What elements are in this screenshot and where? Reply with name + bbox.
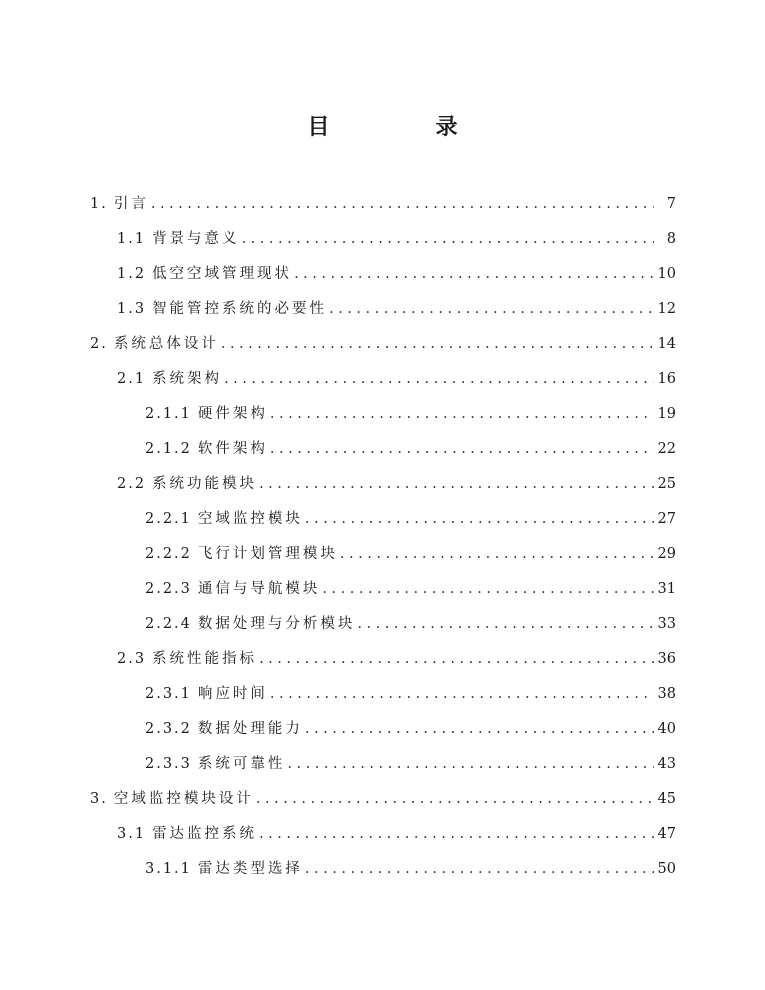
toc-entry[interactable] [117,817,676,851]
toc-entry[interactable] [145,572,676,606]
toc-entry-number: 2.2.4 [145,616,192,632]
toc-entry-title: 系统功能模块 [152,476,258,492]
toc-entry-number: 3.1.1 [145,861,192,877]
toc-entry[interactable] [117,467,676,501]
toc-entry-number: 3.1 [117,826,147,842]
toc-entry-title: 系统架构 [152,371,223,387]
toc-entry-page: 10 [657,266,676,282]
toc-entry-title: 智能管控系统的必要性 [152,301,328,317]
toc-entry-title: 数据处理能力 [197,721,303,737]
toc-entry-title: 雷达类型选择 [197,861,303,877]
toc-entry-title: 低空空域管理现状 [152,266,293,282]
toc-entry[interactable] [117,292,676,326]
toc-entry-number: 2.3.3 [145,756,192,772]
dot-leader [287,747,653,781]
toc-entry-number: 2.3.1 [145,686,192,702]
toc-entry-title: 飞行计划管理模块 [197,546,338,562]
toc-entry-number: 2.2.3 [145,581,192,597]
dot-leader [305,852,654,886]
dot-leader [305,712,654,746]
toc-entry-number: 3. [90,791,108,807]
toc-entry-page: 12 [657,301,676,317]
toc-entry-title: 硬件架构 [197,406,268,422]
toc-entry[interactable] [117,222,676,256]
toc-entry-number: 2.1.2 [145,441,192,457]
dot-leader [259,642,653,676]
toc-entry-page: 43 [657,756,676,772]
toc-entry[interactable] [145,397,676,431]
dot-leader [259,467,653,501]
dot-leader [270,432,654,466]
dot-leader [294,257,653,291]
toc-entry[interactable] [145,432,676,466]
dot-leader [256,782,654,816]
toc-entry-page: 50 [657,861,676,877]
dot-leader [270,397,654,431]
toc-entry[interactable] [90,782,676,816]
toc-entry-number: 1.1 [117,231,147,247]
toc-entry-number: 2.2 [117,476,147,492]
toc-entry[interactable] [145,537,676,571]
toc-entry-page: 25 [657,476,676,492]
toc-entry[interactable] [145,502,676,536]
toc-entry-number: 1.2 [117,266,147,282]
toc-entry-page: 8 [666,231,676,247]
toc-entry-title: 数据处理与分析模块 [197,616,356,632]
toc-entry-title: 引言 [113,196,149,212]
toc-entry[interactable] [117,257,676,291]
toc-entry-title: 通信与导航模块 [197,581,321,597]
toc-entry[interactable] [90,327,676,361]
dot-leader [322,572,653,606]
toc-entry-number: 1. [90,196,108,212]
toc-entry[interactable] [117,362,676,396]
toc-entry-number: 2. [90,336,108,352]
toc-entry-title: 空域监控模块设计 [113,791,254,807]
dot-leader [221,327,654,361]
toc-entry-page: 14 [657,336,676,352]
toc-entry[interactable] [145,852,676,886]
toc-entry-page: 38 [657,686,676,702]
dot-leader [151,187,654,221]
toc-entry-title: 空域监控模块 [197,511,303,527]
toc-entry-page: 47 [657,826,676,842]
toc-entry-title: 响应时间 [197,686,268,702]
toc-entry-page: 7 [666,196,676,212]
toc-entry-page: 19 [657,406,676,422]
toc-entry-title: 背景与意义 [152,231,240,247]
toc-entry[interactable] [145,677,676,711]
toc-entry[interactable] [117,642,676,676]
toc-entry-title: 系统可靠性 [197,756,286,772]
toc-entry-page: 27 [657,511,676,527]
toc-entry-page: 29 [657,546,676,562]
toc-entry-page: 31 [657,581,676,597]
toc-entry-page: 16 [657,371,676,387]
dot-leader [305,502,654,536]
toc-entry-number: 2.3.2 [145,721,192,737]
toc-entry-number: 2.3 [117,651,147,667]
page-title: 目 录 [307,115,500,140]
toc-entry-page: 22 [657,441,676,457]
toc-entry[interactable] [145,607,676,641]
toc-entry-title: 系统总体设计 [113,336,219,352]
toc-entry-title: 软件架构 [197,441,268,457]
toc-entry[interactable] [145,712,676,746]
dot-leader [242,222,654,256]
toc-entry-number: 1.3 [117,301,147,317]
toc-entry-page: 36 [657,651,676,667]
dot-leader [357,607,653,641]
dot-leader [329,292,653,326]
toc-entry[interactable] [90,187,676,221]
toc-entry-title: 雷达监控系统 [152,826,258,842]
toc-entry-number: 2.2.1 [145,511,192,527]
dot-leader [340,537,654,571]
toc-entry-page: 45 [657,791,676,807]
toc-entry-number: 2.1 [117,371,147,387]
toc-entry-page: 33 [657,616,676,632]
toc-entry-title: 系统性能指标 [152,651,258,667]
toc-entry-page: 40 [657,721,676,737]
toc-entry-number: 2.1.1 [145,406,192,422]
dot-leader [259,817,653,851]
dot-leader [224,362,653,396]
toc-entry-number: 2.2.2 [145,546,192,562]
dot-leader [270,677,654,711]
toc-entry[interactable] [145,747,676,781]
